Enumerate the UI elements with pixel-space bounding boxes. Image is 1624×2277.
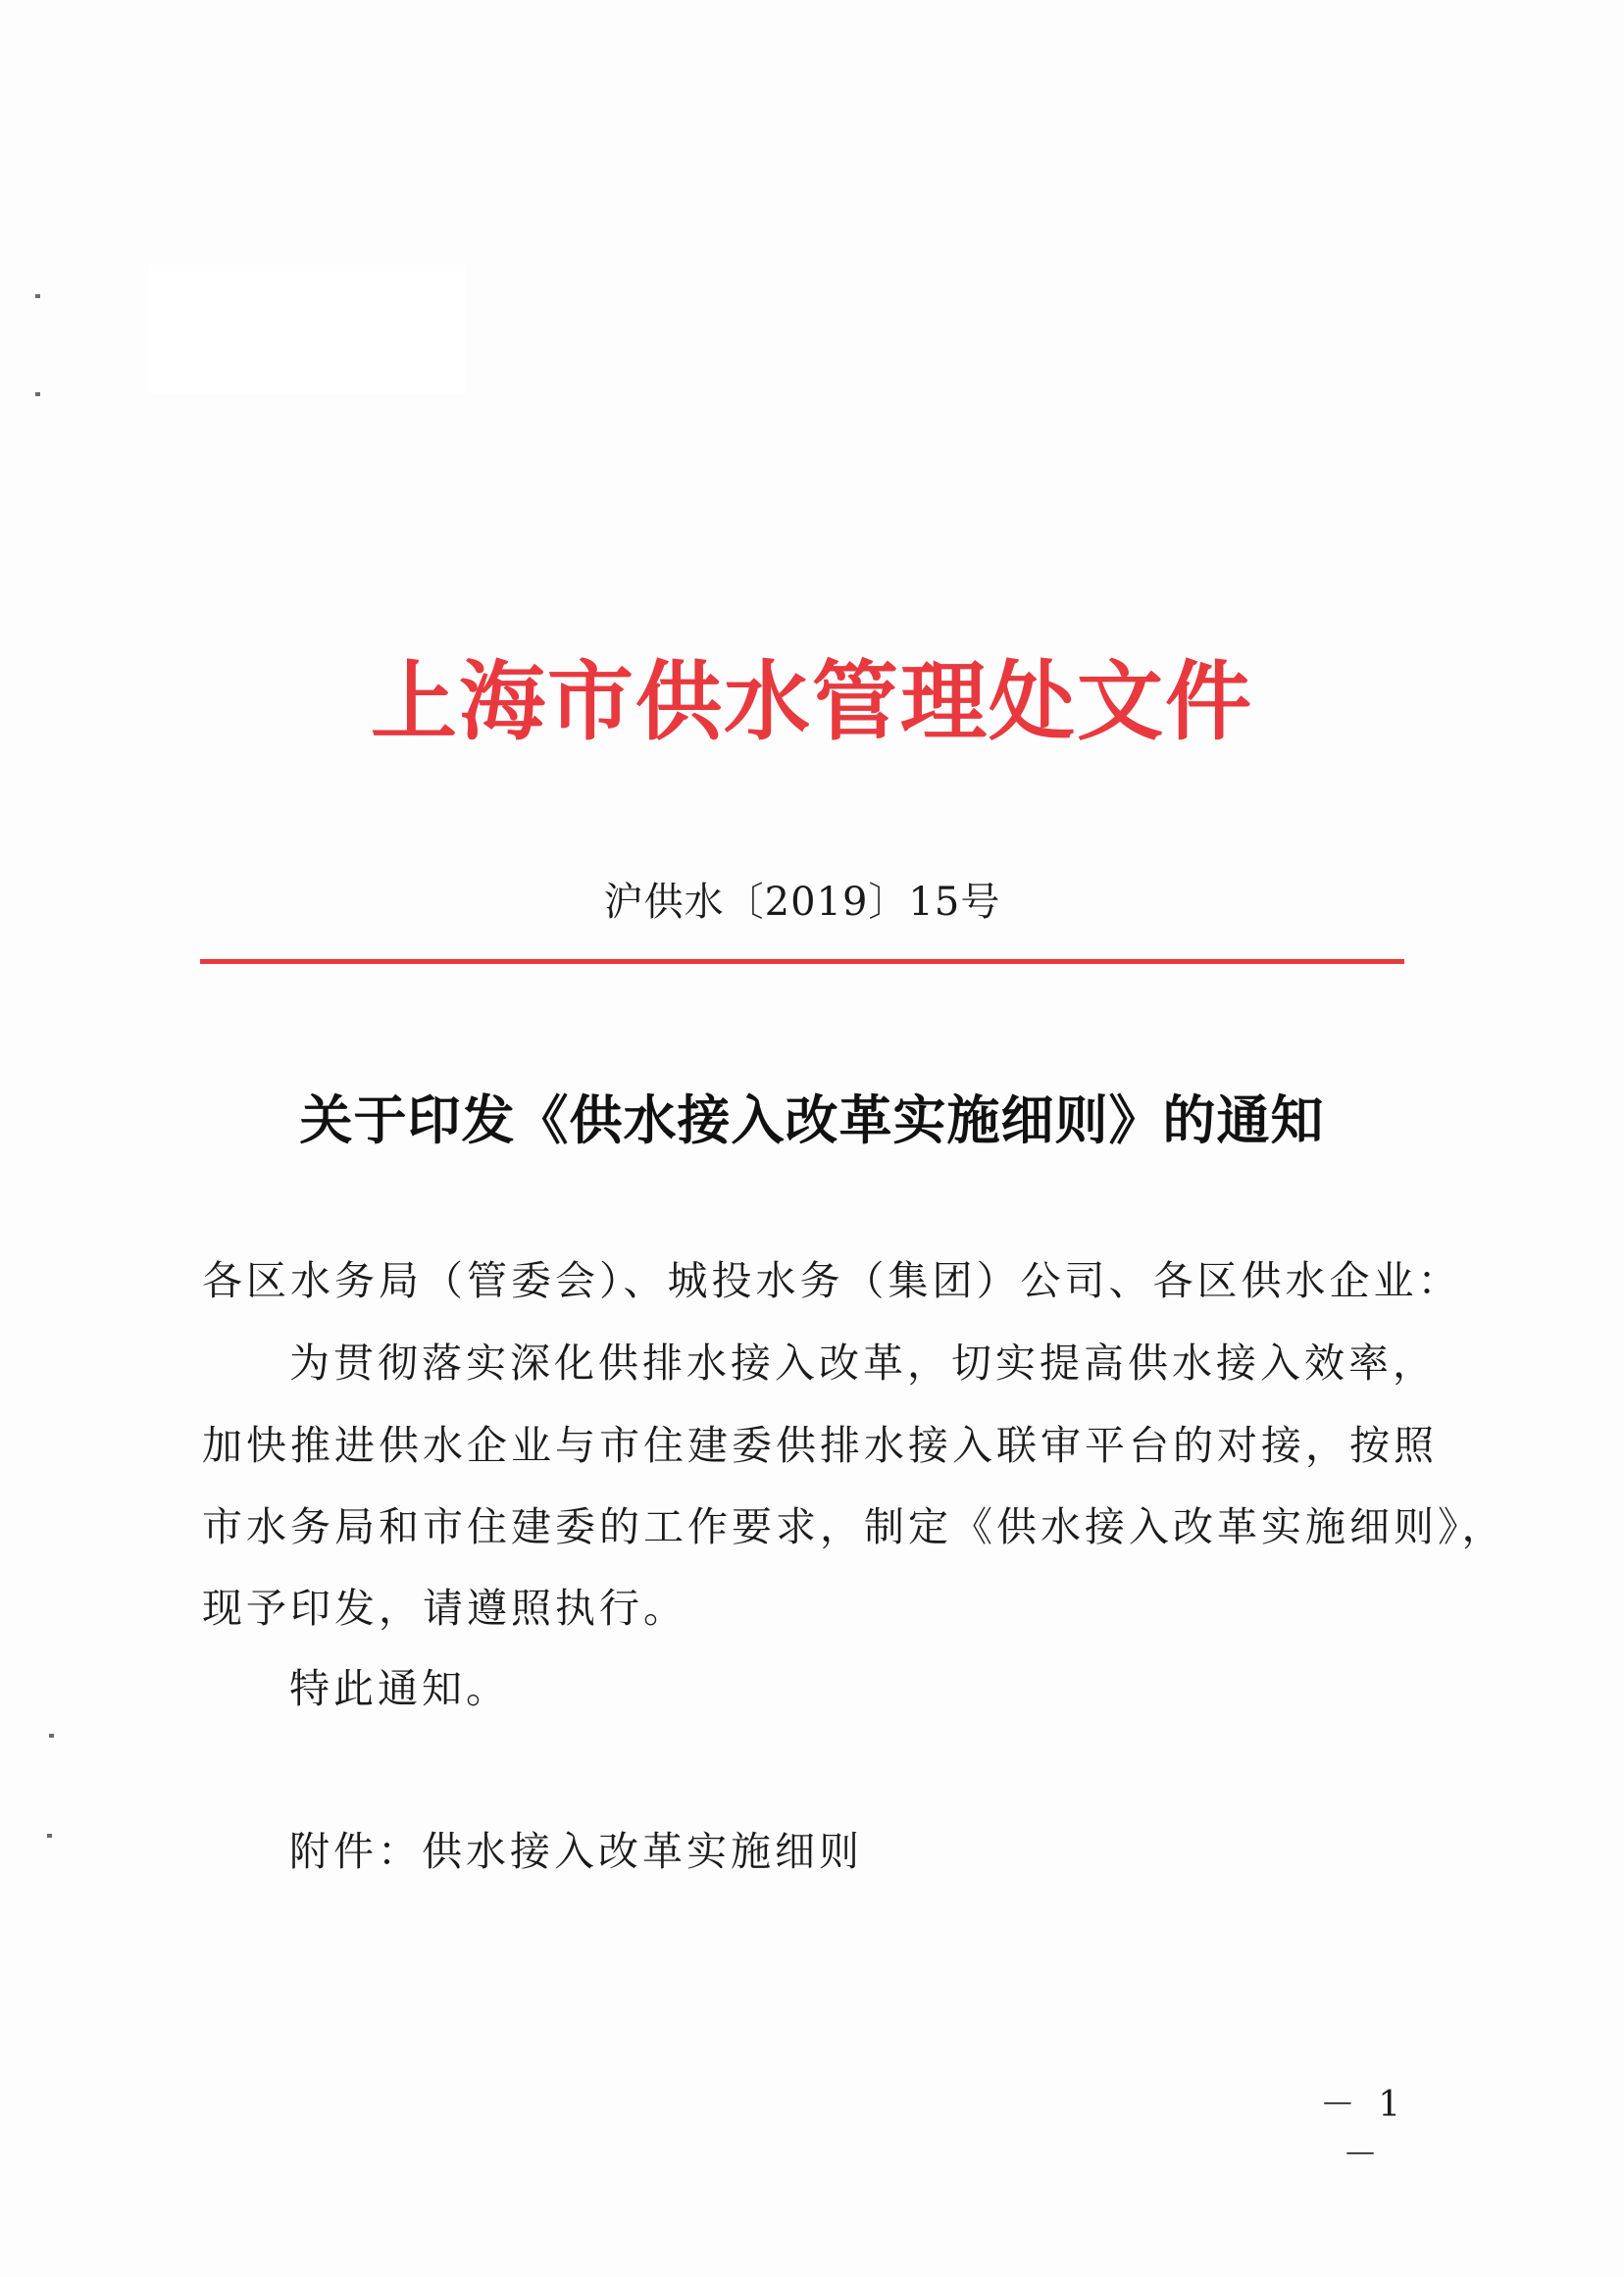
body-line-3: 市水务局和市住建委的工作要求，制定《供水接入改革实施细则》，: [202, 1503, 1506, 1550]
attachment-line: 附件：供水接入改革实施细则: [289, 1828, 863, 1875]
body-line-4: 现予印发，请遵照执行。: [202, 1585, 687, 1632]
notice-title: 关于印发《供水接入改革实施细则》的通知: [299, 1089, 1325, 1151]
redacted-area: [149, 265, 465, 394]
body-line-1: 为贯彻落实深化供排水接入改革，切实提高供水接入效率，: [289, 1340, 1437, 1387]
red-divider-line: [200, 959, 1404, 964]
page-number: － 1 －: [1319, 2085, 1407, 2175]
salutation: 各区水务局（管委会）、城投水务（集团）公司、各区供水企业：: [202, 1257, 1462, 1304]
issuer-header-title: 上海市供水管理处文件: [370, 651, 1253, 752]
document-number: 沪供水〔2019〕15号: [603, 880, 1001, 925]
scan-mark: [35, 294, 40, 298]
scan-mark: [49, 1734, 54, 1738]
body-line-2: 加快推进供水企业与市住建委供排水接入联审平台的对接，按照: [202, 1422, 1438, 1469]
scan-mark: [47, 1834, 52, 1838]
scan-mark: [35, 392, 40, 396]
closing-line: 特此通知。: [289, 1665, 510, 1712]
